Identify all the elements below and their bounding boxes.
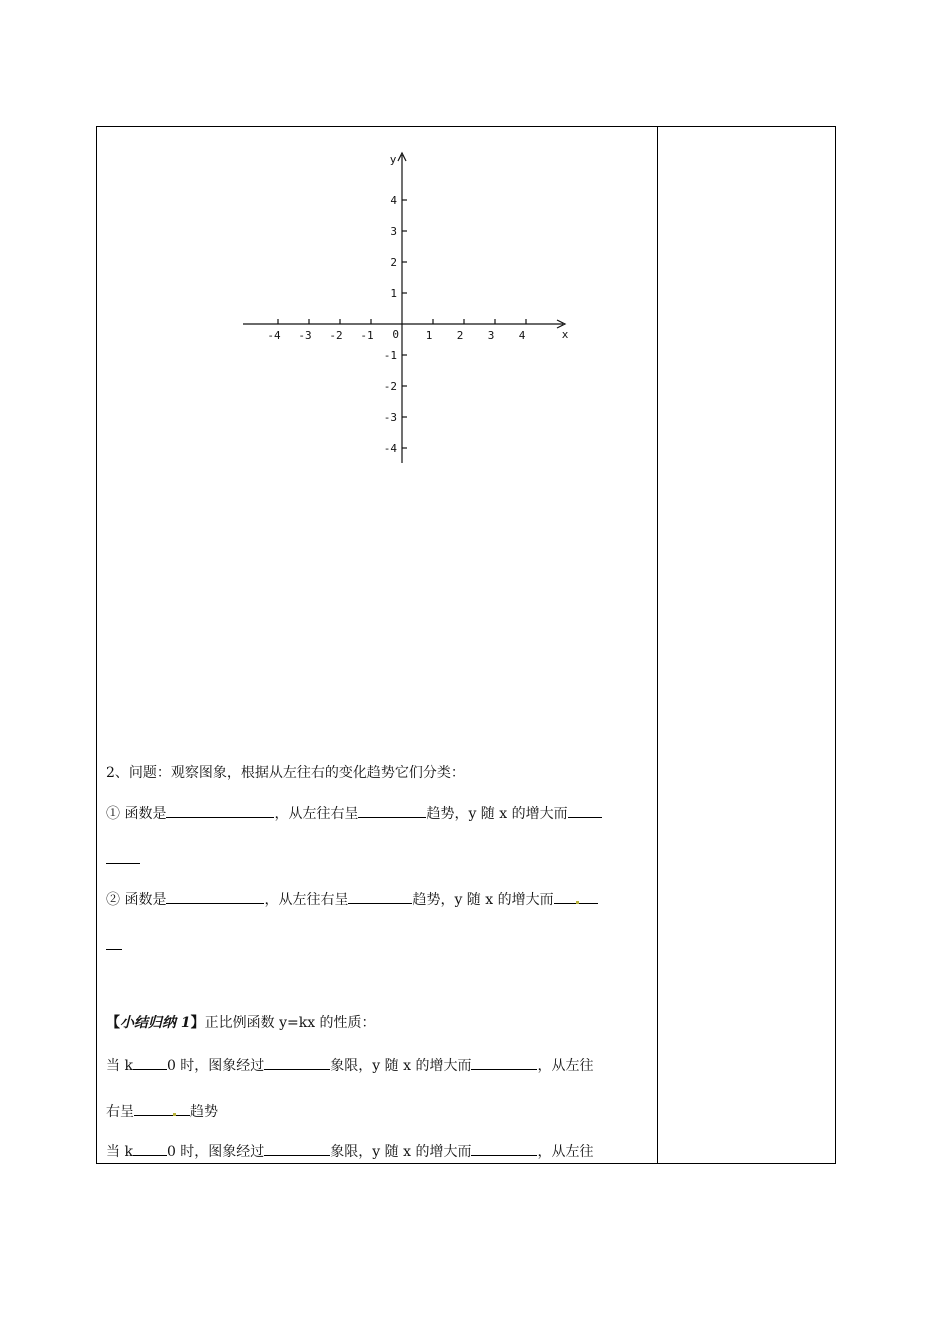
summary-heading: 【小结归纳 1】正比例函数 y=kx 的性质： [106,1015,376,1031]
blank-field[interactable] [568,803,602,818]
mark-dot [576,901,579,904]
y-tick-label: -2 [383,380,397,393]
x-tick-label: -2 [329,329,343,342]
y-tick-label: -1 [383,349,397,362]
summary-case-1-continued: 右呈 趋势 [106,1101,218,1122]
question-item-1-continued [106,849,140,870]
x-tick-label: 3 [487,329,495,342]
x-axis-label: x [561,328,569,341]
worksheet-table [96,126,836,1164]
x-tick-label: -4 [267,329,281,342]
question-item-2: ② 函数是 ，从左往右呈 趋势，y 随 x 的增大而 [106,889,598,910]
summary-title: 小结归纳 1 [120,1015,191,1031]
question-item-1: ① 函数是 ，从左往右呈 趋势，y 随 x 的增大而 [106,803,602,824]
blank-field[interactable] [166,803,274,818]
blank-field[interactable] [134,1101,190,1116]
blank-field[interactable] [133,1055,167,1070]
blank-field[interactable] [264,1055,330,1070]
blank-field[interactable] [358,803,426,818]
item-marker: ② [106,892,120,908]
y-tick-label: 4 [390,194,397,207]
blank-field[interactable] [166,889,264,904]
y-axis-label: y [389,153,397,166]
x-tick-label: 2 [456,329,464,342]
blank-field[interactable] [264,1141,330,1156]
blank-field[interactable] [348,889,412,904]
x-tick-label: -3 [298,329,312,342]
blank-field[interactable] [106,849,140,864]
blank-field[interactable] [106,935,122,950]
question-item-2-continued [106,935,122,956]
item-marker: ① [106,806,120,822]
blank-field[interactable] [133,1141,167,1156]
summary-case-1: 当 k 0 时，图象经过 象限，y 随 x 的增大而 ，从左往 [106,1055,593,1076]
blank-field[interactable] [471,1141,537,1156]
y-tick-label: 3 [390,225,397,238]
y-tick-label: -4 [383,442,397,455]
origin-label: 0 [392,328,399,341]
x-tick-label: -1 [360,329,374,342]
y-tick-label: -3 [383,411,397,424]
summary-case-2: 当 k 0 时，图象经过 象限，y 随 x 的增大而 ，从左往 [106,1141,593,1162]
x-tick-label: 4 [518,329,526,342]
coordinate-grid [239,147,579,477]
y-tick-label: 2 [390,256,397,269]
question-heading: 2、问题：观察图象，根据从左往右的变化趋势它们分类： [106,765,465,781]
y-tick-label: 1 [390,287,397,300]
blank-field[interactable] [471,1055,537,1070]
blank-field[interactable] [554,889,598,904]
column-divider [657,127,658,1163]
x-tick-label: 1 [425,329,433,342]
mark-dot [173,1113,176,1116]
